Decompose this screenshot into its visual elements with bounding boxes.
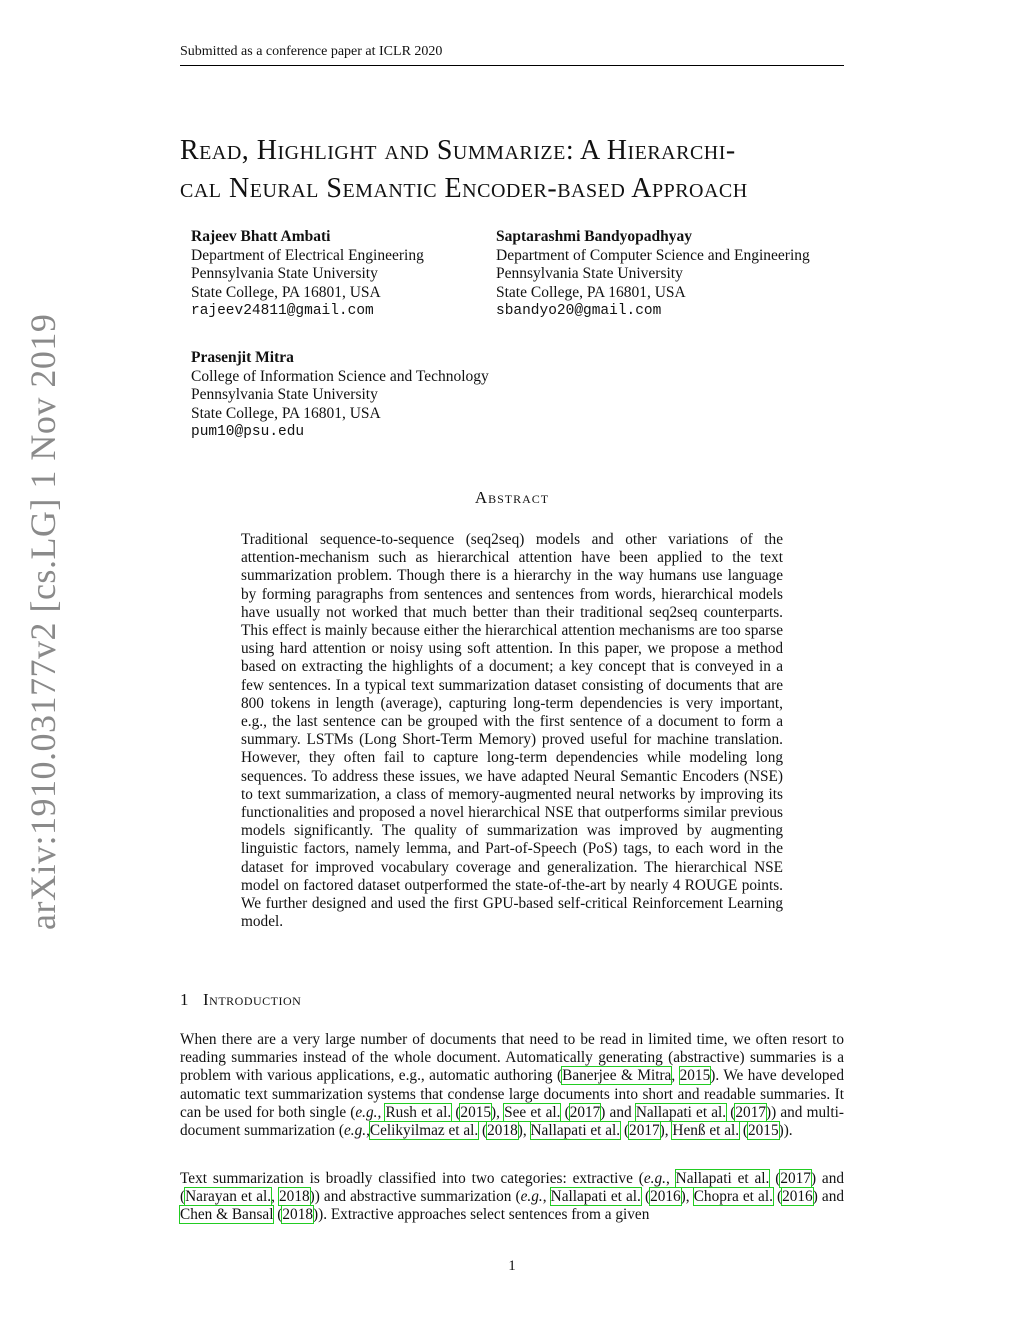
citation-link[interactable]: Banerjee & Mitra: [562, 1067, 672, 1085]
citation-link[interactable]: Nallapati et al.: [530, 1122, 621, 1140]
text-run: ) and: [600, 1103, 636, 1121]
text-run: ,: [665, 1170, 676, 1187]
title-line-1: Read, Highlight and Summarize: A Hierarchi-: [180, 135, 736, 166]
text-run: (: [640, 1188, 651, 1206]
section-number: 1: [180, 990, 189, 1009]
citation-link[interactable]: Nallapati et al.: [550, 1188, 641, 1206]
text-run: ,: [671, 1067, 680, 1085]
author-name: Saptarashmi Bandyopadhyay: [496, 228, 692, 245]
citation-link[interactable]: 2017: [629, 1122, 660, 1140]
text-run: (: [772, 1188, 783, 1206]
abstract-text: Traditional sequence-to-sequence (seq2seq) models and other variations of the attention-mechanism such as hierarchical attention have been applied to the text summarization problem. Though there is a hierarchy in the way humans use language by forming paragraphs from sentences and sentences from words, hierarchical models have usually not worked that much better than their traditional seq2seq counterparts. This effect is mainly because either the hierarchical attention mechanisms are too sparse using hard attention or noisy using soft attention. In this paper, we propose a method based on extracting the highlights of a document; a key concept that is conveyed in a few sentences. In a typical text summarization dataset consisting of documents that are 800 tokens in length (average), capturing long-term dependencies is very important, e.g., the last sentence can be grouped with the first sentence of a document to form a summary. LSTMs (Long Short-Term Memory) proved useful for machine translation. However, they often fail to capture long-term dependencies while modeling long sequences. To address these issues, we have adapted Neural Semantic Encoders (NSE) to text summarization, a class of memory-augmented neural networks by improving its functionalities and proposed a novel hierarchical NSE that outperforms similar previous models significantly. The quality of summarization was improved by augmenting linguistic factors, namely lemma, and Part-of-Speech (PoS) tags, to each word in the dataset for improved vocabulary coverage and generalization. The hierarchical NSE model on factored dataset outperformed the state-of-the-art by nearly 4 ROUGE points. We further designed and used the first GPU-based self-critical Reinforcement Learning model.: [241, 531, 783, 931]
author-email[interactable]: rajeev24811@gmail.com: [191, 303, 374, 319]
text-run: (: [478, 1122, 488, 1140]
citation-link[interactable]: Henß et al.: [672, 1122, 740, 1140]
text-run: (: [620, 1122, 630, 1140]
text-run: ) and (: [180, 1170, 844, 1206]
page-number: 1: [508, 1258, 516, 1274]
paper-title: [180, 132, 844, 208]
intro-paragraph-1: [180, 1031, 844, 1140]
text-run: (: [451, 1103, 461, 1121]
text-run: )).: [778, 1122, 793, 1140]
text-run: )). Extractive approaches select sentences from a given: [313, 1206, 650, 1224]
author-block-3: [191, 349, 489, 442]
intro-paragraph-2: [180, 1170, 844, 1225]
section-title: Introduction: [203, 990, 302, 1009]
author-email[interactable]: pum10@psu.edu: [191, 424, 305, 440]
citation-link[interactable]: 2016: [782, 1188, 813, 1206]
author-univ: Pennsylvania State University: [191, 386, 378, 403]
citation-link[interactable]: 2015: [748, 1122, 779, 1140]
citation-link[interactable]: 2016: [650, 1188, 681, 1206]
citation-link[interactable]: 2015: [679, 1067, 711, 1085]
author-address: State College, PA 16801, USA: [191, 404, 381, 422]
text-run: Text summarization is broadly classified into two categories: extractive (: [180, 1170, 644, 1187]
author-dept: Department of Electrical Engineering: [191, 246, 424, 264]
running-header: Submitted as a conference paper at ICLR 2020: [180, 44, 443, 59]
citation-link[interactable]: 2015: [460, 1103, 492, 1121]
text-run: ,: [542, 1188, 551, 1206]
text-run: ),: [680, 1188, 694, 1206]
text-run: ),: [517, 1122, 531, 1140]
section-heading-introduction: [180, 990, 301, 1010]
citation-link[interactable]: Narayan et al.: [185, 1188, 272, 1206]
citation-link[interactable]: 2018: [282, 1206, 313, 1224]
text-run: ). We have developed automatic text summarization systems that condense large documents into short and readable summaries. It can be used for both single (: [180, 1067, 844, 1121]
author-block-2: [496, 228, 810, 321]
text-run: )) and abstractive summarization (: [309, 1188, 521, 1206]
text-run: When there are a very large number of documents that need to be read in limited time, we often resort to reading summaries instead of the whole document. Automatically generating (abstractive) summaries is a problem with various applications, e.g., automatic authoring (: [180, 1031, 844, 1085]
citation-link[interactable]: Rush et al.: [385, 1103, 452, 1121]
author-dept: College of Information Science and Technology: [191, 367, 489, 385]
text-run: (: [769, 1170, 781, 1187]
citation-link[interactable]: 2017: [735, 1103, 766, 1121]
text-run: (: [273, 1206, 283, 1224]
text-run-italic: e.g.: [355, 1103, 378, 1121]
text-run: )) and multi-document summarization (: [180, 1103, 844, 1140]
citation-link[interactable]: Nallapati et al.: [675, 1170, 770, 1187]
author-dept: Department of Computer Science and Engineering: [496, 246, 810, 264]
text-run: ,: [271, 1188, 280, 1206]
header-rule: [180, 65, 844, 66]
arxiv-identifier-stamp: arXiv:1910.03177v2 [cs.LG] 1 Nov 2019: [23, 313, 63, 930]
author-address: State College, PA 16801, USA: [496, 283, 686, 301]
author-univ: Pennsylvania State University: [496, 265, 683, 282]
text-run: ,: [377, 1103, 386, 1121]
text-run: (: [739, 1122, 748, 1140]
citation-link[interactable]: See et al.: [504, 1103, 561, 1121]
citation-link[interactable]: 2017: [780, 1170, 811, 1187]
author-email[interactable]: sbandyo20@gmail.com: [496, 303, 662, 319]
citation-link[interactable]: Chen & Bansal: [180, 1206, 274, 1224]
text-run: ),: [491, 1103, 505, 1121]
text-run-italic: e.g.: [343, 1122, 367, 1140]
citation-link[interactable]: 2018: [487, 1122, 518, 1140]
citation-link[interactable]: 2018: [279, 1188, 310, 1206]
text-run: (: [726, 1103, 736, 1121]
author-name: Rajeev Bhatt Ambati: [191, 228, 331, 245]
title-line-2: cal Neural Semantic Encoder-based Approach: [180, 173, 748, 204]
author-block-1: [191, 228, 424, 321]
text-run: ),: [659, 1122, 673, 1140]
citation-link[interactable]: Celikyilmaz et al.: [369, 1122, 479, 1140]
author-name: Prasenjit Mitra: [191, 349, 294, 366]
citation-link[interactable]: Nallapati et al.: [635, 1103, 727, 1121]
citation-link[interactable]: 2017: [569, 1103, 601, 1121]
text-run-italic: e.g.: [520, 1188, 543, 1206]
author-address: State College, PA 16801, USA: [191, 283, 381, 301]
text-run: (: [560, 1103, 570, 1121]
text-run-italic: e.g.: [643, 1170, 666, 1187]
abstract-heading: Abstract: [474, 488, 550, 507]
text-run: ,: [366, 1122, 370, 1140]
text-run: ) and: [812, 1188, 845, 1206]
author-univ: Pennsylvania State University: [191, 265, 378, 282]
citation-link[interactable]: Chopra et al.: [693, 1188, 773, 1206]
